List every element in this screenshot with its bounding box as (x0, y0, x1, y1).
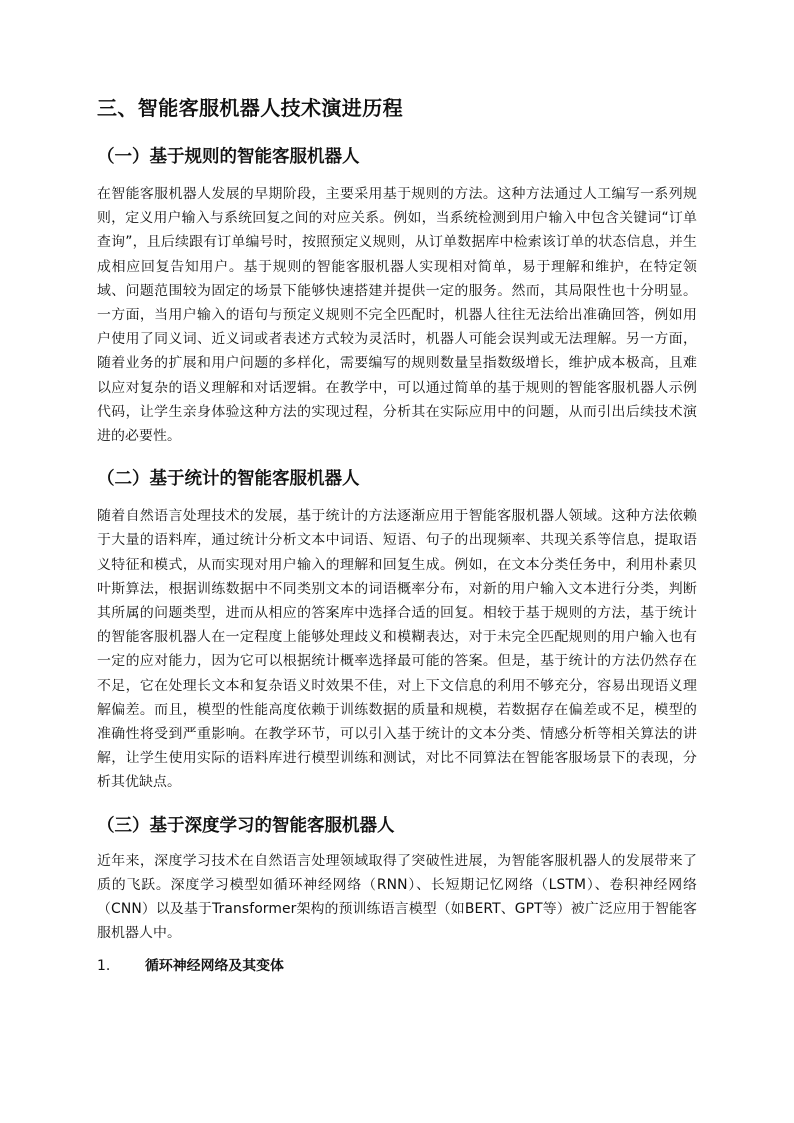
subsection-heading-deep-learning: （三）基于深度学习的智能客服机器人 (97, 815, 395, 836)
subsection-heading-statistics: （二）基于统计的智能客服机器人 (97, 469, 360, 490)
paragraph-deep-learning: 近年来，深度学习技术在自然语言处理领域取得了突破性进展，为智能客服机器人的发展带来了质的飞跃。深度学习模型如循环神经网络（RNN）、长短期记忆网络（LSTM）、卷积神经网络（CNN）以及基于Transformer架构的预训练语言模型（如BERT、GPT等）被广泛应用于智能客服机器人中。 (97, 852, 697, 942)
paragraph-rules: 在智能客服机器人发展的早期阶段，主要采用基于规则的方法。这种方法通过人工编写一系列规则，定义用户输入与系统回复之间的对应关系。例如，当系统检测到用户输入中包含关键词“订单查询”，且后续跟有订单编号时，按照预定义规则，从订单数据库中检索该订单的状态信息，并生成相应回复告知用户。基于规则的智能客服机器人实现相对简单，易于理解和维护，在特定领域、问题范围较为固定的场景下能够快速搭建并提供一定的服务。然而，其局限性也十分明显。一方面，当用户输入的语句与预定义规则不完全匹配时，机器人往往无法给出准确回答，例如用户使用了同义词、近义词或者表述方式较为灵活时，机器人可能会误判或无法理解。另一方面，随着业务的扩展和用户问题的多样化，需要编写的规则数量呈指数级增长，维护成本极高，且难以应对复杂的语义理解和对话逻辑。在教学中，可以通过简单的基于规则的智能客服机器人示例代码，让学生亲身体验这种方法的实现过程，分析其在实际应用中的问题，从而引出后续技术演进的必要性。 (97, 186, 697, 445)
paragraph-statistics: 随着自然语言处理技术的发展，基于统计的方法逐渐应用于智能客服机器人领域。这种方法依赖于大量的语料库，通过统计分析文本中词语、短语、句子的出现频率、共现关系等信息，提取语义特征和模式，从而实现对用户输入的理解和回复生成。例如，在文本分类任务中，利用朴素贝叶斯算法，根据训练数据中不同类别文本的词语概率分布，对新的用户输入文本进行分类，判断其所属的问题类型，进而从相应的答案库中选择合适的回复。相较于基于规则的方法，基于统计的智能客服机器人在一定程度上能够处理歧义和模糊表达，对于未完全匹配规则的用户输入也有一定的应对能力，因为它可以根据统计概率选择最可能的答案。但是，基于统计的方法仍然存在不足，它在处理长文本和复杂语义时效果不佳，对上下文信息的利用不够充分，容易出现语义理解偏差。而且，模型的性能高度依赖于训练数据的质量和规模，若数据存在偏差或不足，模型的准确性将受到严重影响。在教学环节，可以引入基于统计的文本分类、情感分析等相关算法的讲解，让学生使用实际的语料库进行模型训练和测试，对比不同算法在智能客服场景下的表现，分析其优缺点。 (97, 508, 697, 791)
list-item (97, 955, 697, 977)
list-item-text: 循环神经网络及其变体 (145, 958, 284, 975)
section-title: 三、智能客服机器人技术演进历程 (97, 96, 403, 120)
subsection-heading-rules: （一）基于规则的智能客服机器人 (97, 147, 360, 167)
list-item-number: 1. (97, 958, 111, 975)
